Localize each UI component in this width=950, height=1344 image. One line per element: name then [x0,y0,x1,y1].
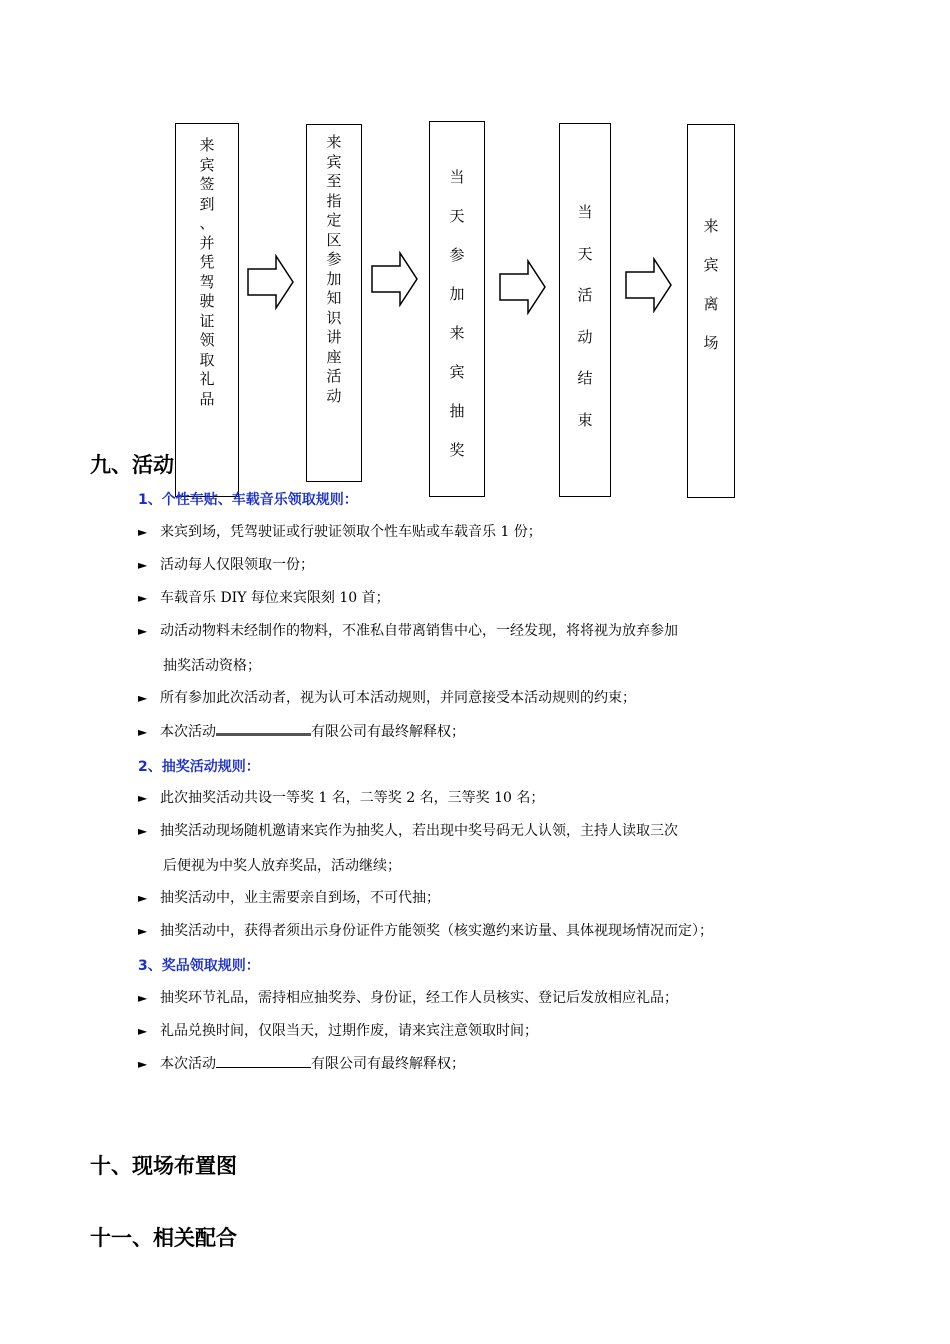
list-item: ► 抽奖活动中，业主需要亲自到场，不可代抽； [138,890,440,906]
flow-box-label: 当 天 参 加 来 宾 抽 奖 [449,168,465,459]
bullet-icon: ► [138,791,148,805]
list-item: ► 抽奖活动中，获得者须出示身份证件方能领奖（核实邀约来访量、具体视现场情况而定）； [138,923,713,939]
flow-box-lecture [306,124,362,482]
flow-box-label: 来 宾 至 指 定 区 参 加 知 识 讲 座 活 动 [326,133,342,405]
bullet-icon: ► [138,1024,148,1038]
flow-arrow-right-icon [624,257,674,313]
list-item-continuation: 后便视为中奖人放弃奖品，活动继续； [163,858,401,874]
flow-box-label: 来 宾 离 场 [703,217,719,352]
rule-2-title: 2、抽奖活动规则： [138,759,260,775]
list-item: ► 活动每人仅限领取一份； [138,557,314,573]
flow-box-leave [687,124,735,498]
flow-arrow-right-icon [246,254,296,310]
section-11-title: 十一、相关配合 [90,1226,237,1250]
bullet-icon: ► [138,991,148,1005]
list-item: ► 礼品兑换时间，仅限当天，过期作废，请来宾注意领取时间； [138,1023,538,1039]
bullet-icon: ► [138,624,148,638]
flow-box-sign-in [175,123,239,497]
list-item: ► 动活动物料未经制作的物料，不准私自带离销售中心，一经发现，将将视为放弃参加 [138,623,678,639]
fill-in-blank [216,1055,311,1068]
list-item: ► 抽奖环节礼品，需持相应抽奖券、身份证，经工作人员核实、登记后发放相应礼品； [138,990,678,1006]
section-9-title: 九、活动 [90,453,174,477]
bullet-icon: ► [138,1057,148,1071]
list-item: ► 本次活动 有限公司有最终解释权； [138,721,465,742]
list-item: ► 所有参加此次活动者，视为认可本活动规则，并同意接受本活动规则的约束； [138,690,636,706]
list-item: ► 车载音乐 DIY 每位来宾限刻 10 首； [138,590,390,606]
flow-arrow-right-icon [370,251,420,307]
bullet-icon: ► [138,691,148,705]
list-item: ► 此次抽奖活动共设一等奖 1 名，二等奖 2 名，三等奖 10 名； [138,790,545,806]
bullet-icon: ► [138,591,148,605]
bullet-icon: ► [138,824,148,838]
fill-in-blank [216,721,311,736]
flow-box-event-end [559,123,611,497]
flow-arrow-right-icon [498,259,548,315]
bullet-icon: ► [138,725,148,739]
bullet-icon: ► [138,891,148,905]
rule-3-title: 3、奖品领取规则： [138,958,260,974]
list-item: ► 本次活动 有限公司有最终解释权； [138,1056,465,1072]
list-item: ► 来宾到场，凭驾驶证或行驶证领取个性车贴或车载音乐 1 份； [138,524,542,540]
section-10-title: 十、现场布置图 [90,1154,237,1178]
list-item-continuation: 抽奖活动资格； [163,658,261,674]
flow-box-label: 当 天 活 动 结 束 [577,203,593,429]
flow-box-label: 来 宾 签 到 、 并 凭 驾 驶 证 领 取 礼 品 [199,136,215,408]
bullet-icon: ► [138,525,148,539]
flow-box-lottery [429,121,485,497]
list-item: ► 抽奖活动现场随机邀请来宾作为抽奖人，若出现中奖号码无人认领，主持人读取三次 [138,823,678,839]
bullet-icon: ► [138,558,148,572]
bullet-icon: ► [138,924,148,938]
rule-1-title: 1、个性车贴、车载音乐领取规则： [138,492,358,508]
